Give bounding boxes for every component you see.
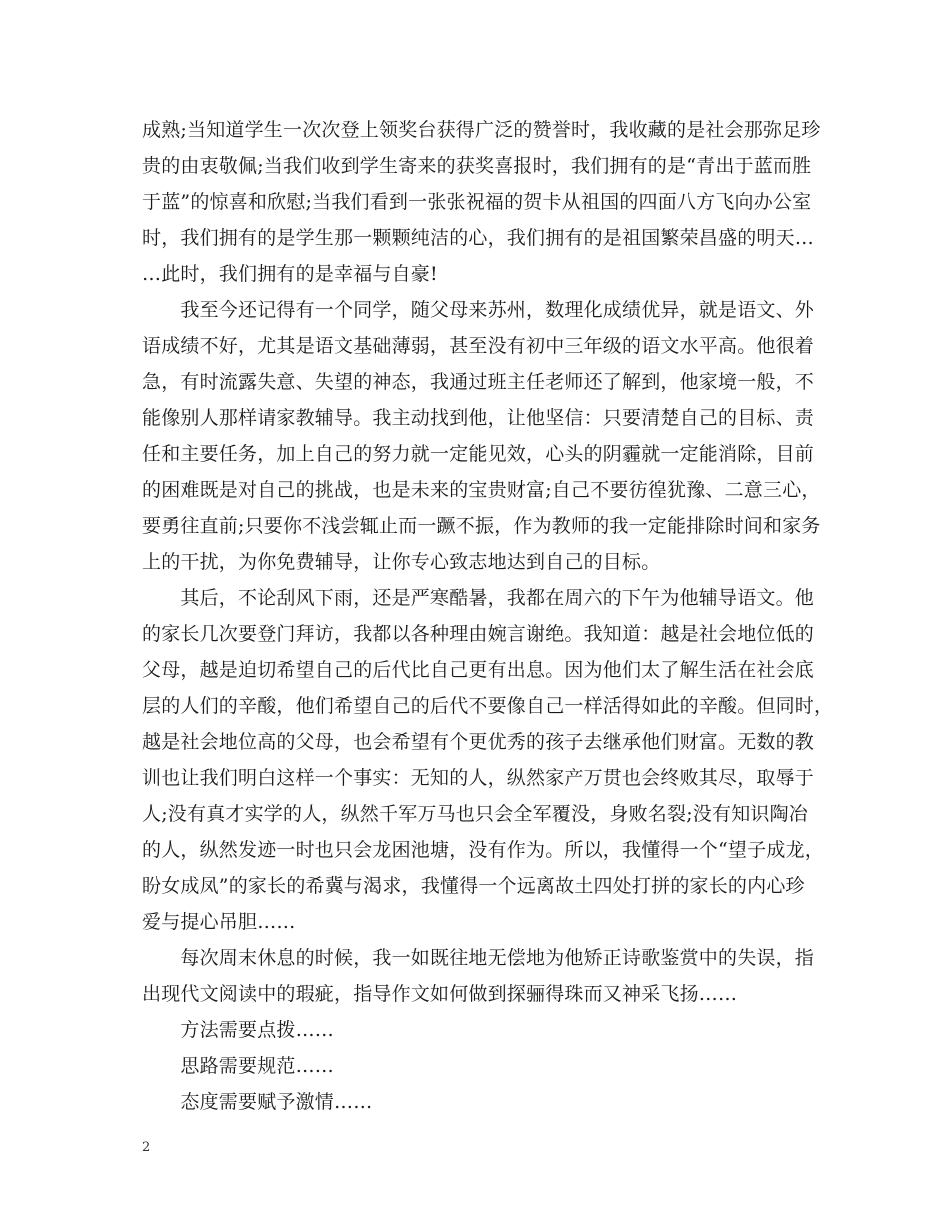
text-line: 其后，不论刮风下雨，还是严寒酷暑，我都在周六的下午为他辅导语文。他 (142, 587, 815, 609)
text-line: …此时，我们拥有的是幸福与自豪! (142, 263, 438, 285)
text-line: 爱与提心吊胆…… (142, 911, 296, 933)
text-line: 成熟;当知道学生一次次登上领奖台获得广泛的赞誉时，我收藏的是社会那弥足珍 (142, 119, 821, 141)
text-line: 人;没有真才实学的人，纵然千军万马也只会全军覆没，身败名裂;没有知识陶冶 (142, 803, 809, 825)
text-line: 于蓝”的惊喜和欣慰;当我们看到一张张祝福的贺卡从祖国的四面八方飞向办公室 (142, 191, 812, 213)
text-line: 语成绩不好，尤其是语文基础薄弱，甚至没有初中三年级的语文水平高。他很着 (142, 335, 815, 357)
text-line: 我至今还记得有一个同学，随父母来苏州，数理化成绩优异，就是语文、外 (142, 299, 815, 321)
text-line: 的家长几次要登门拜访，我都以各种理由婉言谢绝。我知道：越是社会地位低的 (142, 623, 815, 645)
text-line: 态度需要赋予激情…… (142, 1091, 373, 1113)
text-line: 层的人们的辛酸，他们希望自己的后代不要像自己一样活得如此的辛酸。但同时， (142, 695, 834, 717)
text-line: 任和主要任务，加上自己的努力就一定能见效，心头的阴霾就一定能消除，目前 (142, 443, 815, 465)
text-line: 思路需要规范…… (142, 1055, 335, 1077)
text-line: 能像别人那样请家教辅导。我主动找到他，让他坚信：只要清楚自己的目标、责 (142, 407, 815, 429)
text-line: 的人，纵然发迹一时也只会龙困池塘，没有作为。所以，我懂得一个“望子成龙， (142, 839, 824, 861)
text-line: 贵的由衷敬佩;当我们收到学生寄来的获奖喜报时，我们拥有的是“青出于蓝而胜 (142, 155, 812, 177)
text-line: 每次周末休息的时候，我一如既往地无偿地为他矫正诗歌鉴赏中的失误，指 (142, 947, 815, 969)
text-line: 急，有时流露失意、失望的神态，我通过班主任老师还了解到，他家境一般，不 (142, 371, 815, 393)
text-line: 要勇往直前;只要你不浅尝辄止而一蹶不振，作为教师的我一定能排除时间和家务 (142, 515, 821, 537)
text-line: 训也让我们明白这样一个事实：无知的人，纵然家产万贯也会终败其尽，取辱于 (142, 767, 815, 789)
text-line: 越是社会地位高的父母，也会希望有个更优秀的孩子去继承他们财富。无数的教 (142, 731, 815, 753)
text-line: 盼女成凤”的家长的希冀与渴求，我懂得一个远离故土四处打拼的家长的内心珍 (142, 875, 805, 897)
text-line: 方法需要点拨…… (142, 1019, 335, 1041)
text-line: 出现代文阅读中的瑕疵，指导作文如何做到探骊得珠而又神采飞扬…… (142, 983, 738, 1005)
text-line: 上的干扰，为你免费辅导，让你专心致志地达到自己的目标。 (142, 551, 661, 573)
page-number: 2 (142, 1140, 151, 1155)
text-line: 时，我们拥有的是学生那一颗颗纯洁的心，我们拥有的是祖国繁荣昌盛的明天… (142, 227, 815, 249)
text-line: 的困难既是对自己的挑战，也是未来的宝贵财富;自己不要彷徨犹豫、二意三心， (142, 479, 821, 501)
text-line: 父母，越是迫切希望自己的后代比自己更有出息。因为他们太了解生活在社会底 (142, 659, 815, 681)
